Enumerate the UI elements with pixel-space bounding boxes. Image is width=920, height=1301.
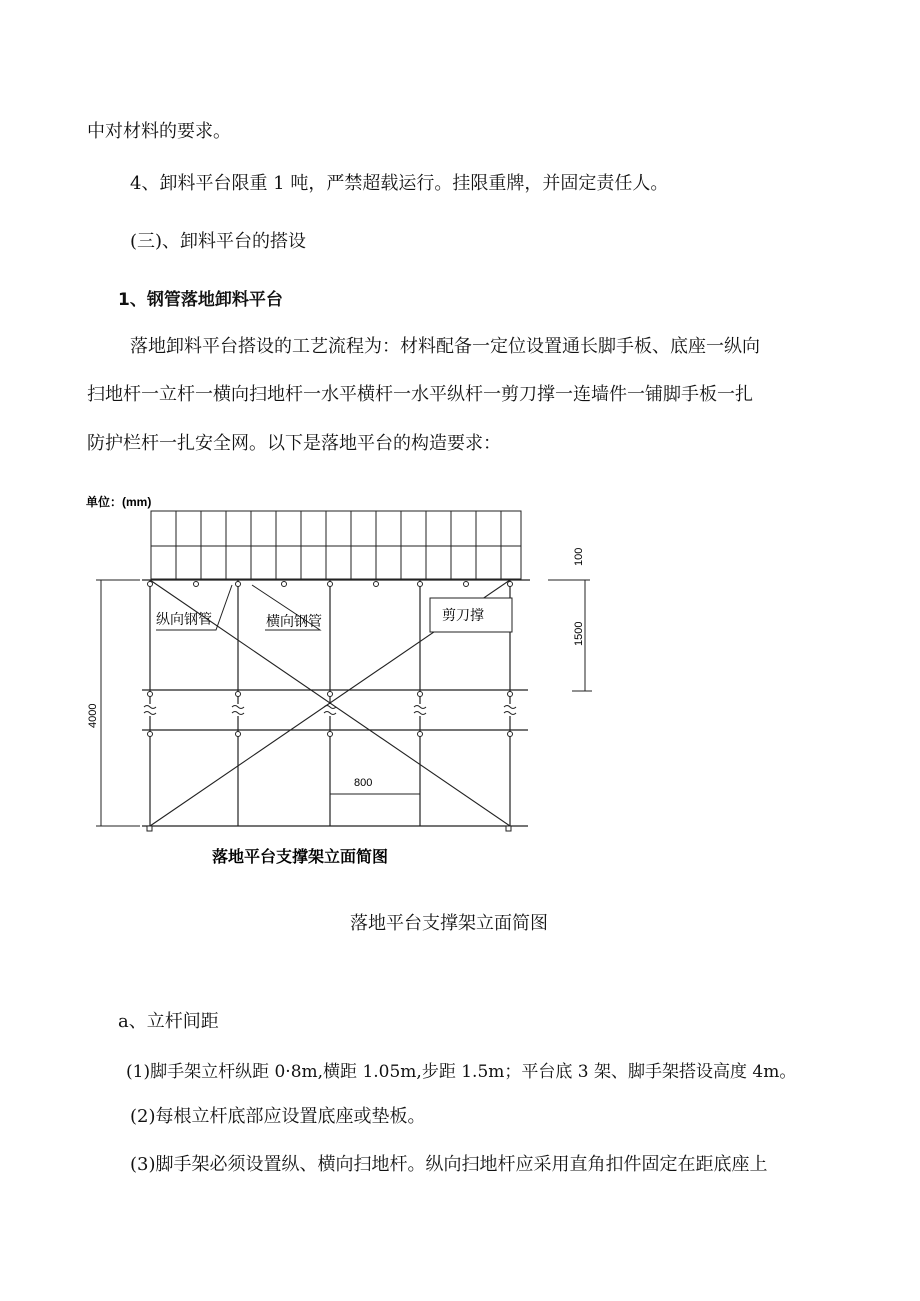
break-marks — [144, 706, 516, 715]
dim-step-1500: 1500 — [573, 621, 585, 646]
spacing-dimension — [330, 788, 420, 800]
figure-caption: 落地平台支撑架立面简图 — [350, 913, 548, 934]
scaffold-elevation-diagram — [80, 488, 600, 878]
paragraph-load-limit: 4、卸料平台限重 1 吨，严禁超载运行。挂限重牌，并固定责任人。 — [130, 173, 669, 194]
diagram-inner-caption: 落地平台支撑架立面简图 — [212, 847, 389, 866]
requirements-heading: a、立杆间距 — [118, 1011, 219, 1032]
subsection-heading: 1、钢管落地卸料平台 — [118, 290, 283, 310]
section-heading: (三)、卸料平台的搭设 — [130, 231, 307, 252]
dim-top-100: 100 — [573, 547, 585, 566]
paragraph-process-line1: 落地卸料平台搭设的工艺流程为：材料配备一定位设置通长脚手板、底座一纵向 — [130, 336, 760, 357]
requirement-item-2: (2)每根立杆底部应设置底座或垫板。 — [130, 1106, 426, 1127]
right-dimensions — [548, 580, 592, 691]
paragraph-process-line3: 防护栏杆一扎安全网。以下是落地平台的构造要求： — [87, 433, 501, 454]
label-longitudinal-tube: 纵向钢管 — [156, 612, 212, 628]
label-scissor-brace: 剪刀撑 — [442, 608, 484, 624]
dim-height-4000: 4000 — [87, 703, 99, 728]
unit-label: 单位：(mm) — [86, 495, 152, 509]
dim-spacing-800: 800 — [354, 777, 373, 789]
paragraph-continuation: 中对材料的要求。 — [87, 121, 231, 142]
left-dimension — [96, 580, 140, 826]
requirement-item-3: (3)脚手架必须设置纵、横向扫地杆。纵向扫地杆应采用直角扣件固定在距底座上 — [130, 1154, 768, 1175]
requirement-item-1: (1)脚手架立杆纵距 0·8m,横距 1.05m,步距 1.5m；平台底 3 架、脚手架搭设高度 4m。 — [126, 1062, 797, 1082]
label-transverse-tube: 横向钢管 — [266, 614, 322, 630]
plank-grid — [151, 511, 521, 579]
paragraph-process-line2: 扫地杆一立杆一横向扫地杆一水平横杆一水平纵杆一剪刀撑一连墙件一铺脚手板一扎 — [87, 384, 753, 405]
